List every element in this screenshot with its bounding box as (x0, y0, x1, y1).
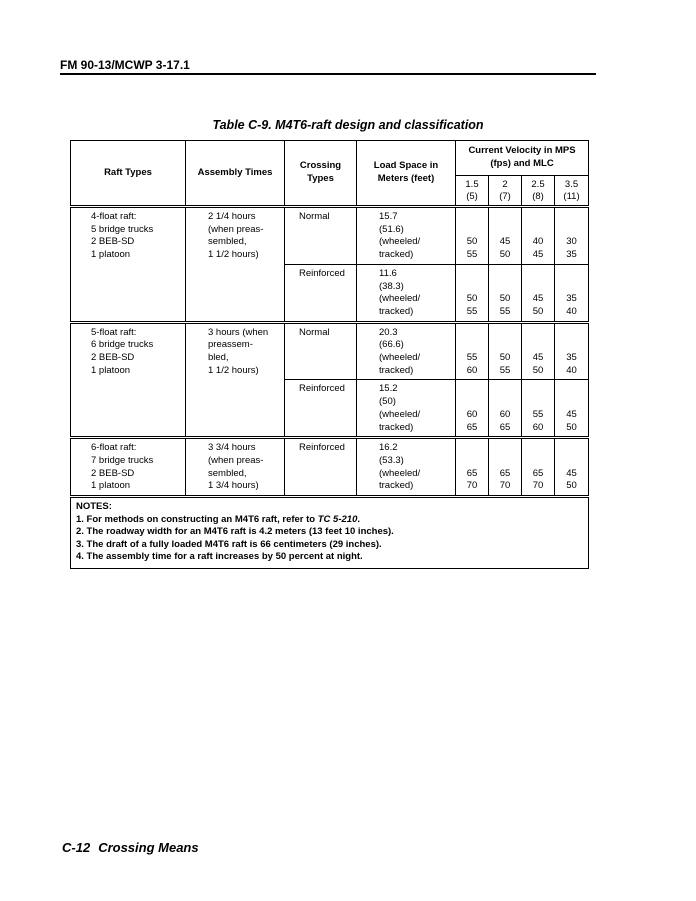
raft-type-cell: 5-float raft: 6 bridge trucks 2 BEB-SD 1 platoon (71, 322, 186, 438)
header-velocity-2: 2 (7) (489, 176, 522, 207)
velocity-mlc-cell: 55 60 (522, 380, 555, 438)
table-notes (71, 497, 589, 569)
velocity-mlc-cell: 45 50 (555, 438, 589, 497)
header-crossing-types: Crossing Types (285, 141, 357, 207)
velocity-mlc-cell: 65 70 (456, 438, 489, 497)
velocity-mlc-cell: 60 65 (456, 380, 489, 438)
table-caption: Table C-9. M4T6-raft design and classification (212, 118, 484, 132)
header-load-space: Load Space in Meters (feet) (357, 141, 456, 207)
velocity-mlc-cell: 40 45 (522, 207, 555, 265)
header-assembly-times: Assembly Times (186, 141, 285, 207)
crossing-type-cell: Normal (285, 322, 357, 380)
table-row (71, 438, 589, 497)
notes-title: NOTES: (76, 501, 112, 513)
load-space-cell: 15.7 (51.6) (wheeled/ tracked) (357, 207, 456, 265)
velocity-mlc-cell: 45 50 (489, 207, 522, 265)
table-body (71, 207, 589, 497)
note-3: 3. The draft of a fully loaded M4T6 raft is 66 centimeters (29 inches). (76, 538, 382, 550)
header-current-velocity: Current Velocity in MPS (fps) and MLC (456, 141, 589, 176)
velocity-mlc-cell: 35 40 (555, 322, 589, 380)
load-space-cell: 16.2 (53.3) (wheeled/ tracked) (357, 438, 456, 497)
raft-classification-table (70, 140, 589, 569)
assembly-time-cell: 3 3/4 hours (when preas- sembled, 1 3/4 hours) (186, 438, 285, 497)
crossing-type-cell: Normal (285, 207, 357, 265)
assembly-time-cell: 2 1/4 hours (when preas- sembled, 1 1/2 hours) (186, 207, 285, 323)
velocity-mlc-cell: 50 55 (489, 264, 522, 322)
table-row (71, 322, 589, 380)
note-4: 4. The assembly time for a raft increases by 50 percent at night. (76, 551, 363, 563)
document-header: FM 90-13/MCWP 3-17.1 (60, 58, 190, 72)
header-velocity-1-5: 1.5 (5) (456, 176, 489, 207)
assembly-time-cell: 3 hours (when preassem- bled, 1 1/2 hours) (186, 322, 285, 438)
crossing-type-cell: Reinforced (285, 380, 357, 438)
velocity-mlc-cell: 50 55 (456, 207, 489, 265)
raft-type-cell: 6-float raft: 7 bridge trucks 2 BEB-SD 1 platoon (71, 438, 186, 497)
crossing-type-cell: Reinforced (285, 438, 357, 497)
page-footer (62, 840, 199, 855)
velocity-mlc-cell: 65 70 (489, 438, 522, 497)
velocity-mlc-cell: 65 70 (522, 438, 555, 497)
note-1: 1. For methods on constructing an M4T6 raft, refer to TC 5-210. (76, 513, 360, 525)
load-space-cell: 11.6 (38.3) (wheeled/ tracked) (357, 264, 456, 322)
velocity-mlc-cell: 35 40 (555, 264, 589, 322)
header-raft-types: Raft Types (71, 141, 186, 207)
load-space-cell: 15.2 (50) (wheeled/ tracked) (357, 380, 456, 438)
header-velocity-2-5: 2.5 (8) (522, 176, 555, 207)
velocity-mlc-cell: 30 35 (555, 207, 589, 265)
velocity-mlc-cell: 45 50 (522, 322, 555, 380)
note-2: 2. The roadway width for an M4T6 raft is 4.2 meters (13 feet 10 inches). (76, 526, 394, 538)
section-title: Crossing Means (98, 840, 199, 855)
header-rule (60, 73, 596, 75)
page-number: C-12 (62, 840, 91, 855)
velocity-mlc-cell: 45 50 (555, 380, 589, 438)
velocity-mlc-cell: 50 55 (456, 264, 489, 322)
raft-type-cell: 4-float raft: 5 bridge trucks 2 BEB-SD 1 platoon (71, 207, 186, 323)
table-row (71, 207, 589, 265)
velocity-mlc-cell: 45 50 (522, 264, 555, 322)
velocity-mlc-cell: 60 65 (489, 380, 522, 438)
velocity-mlc-cell: 50 55 (489, 322, 522, 380)
load-space-cell: 20.3 (66.6) (wheeled/ tracked) (357, 322, 456, 380)
header-velocity-3-5: 3.5 (11) (555, 176, 589, 207)
velocity-mlc-cell: 55 60 (456, 322, 489, 380)
crossing-type-cell: Reinforced (285, 264, 357, 322)
